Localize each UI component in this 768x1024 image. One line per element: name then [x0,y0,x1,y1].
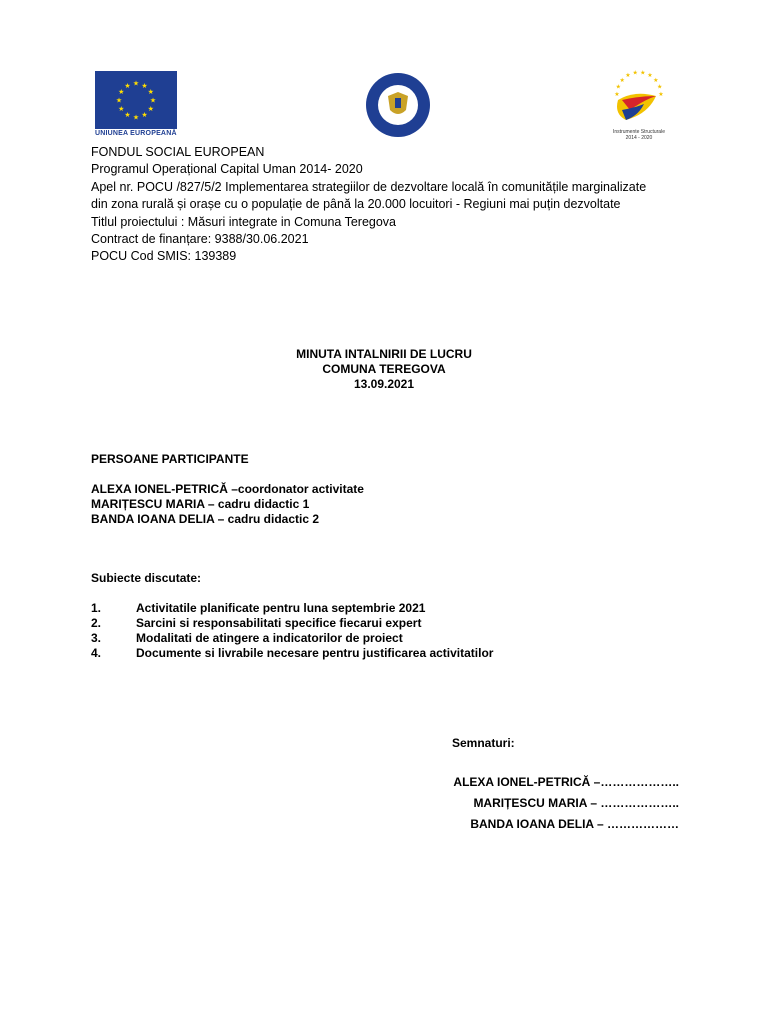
eu-flag-icon [95,71,177,129]
is-star-icon: ★ [658,92,664,98]
is-caption-1: Instrumente Structurale [613,129,665,135]
eu-star-icon: ★ [149,96,157,105]
eu-star-icon: ★ [147,105,154,113]
topic-text: Sarcini si responsabilitati specifice fiecarui expert [136,616,422,630]
document-title [0,347,768,392]
topic-number: 3. [91,631,102,645]
header-line-7: POCU Cod SMIS: 139389 [91,249,237,264]
is-star-icon: ★ [625,72,631,79]
topic-item [91,631,493,646]
is-star-icon: ★ [614,92,620,98]
eu-star-icon: ★ [115,96,123,105]
topic-text: Documente si livrabile necesare pentru justificarea activitatilor [136,646,494,660]
is-star-icon: ★ [656,84,663,91]
participants-heading: PERSOANE PARTICIPANTE [91,452,249,466]
eu-star-icon: ★ [141,111,148,120]
eu-star-icon: ★ [118,105,125,113]
header-line-3: Apel nr. POCU /827/5/2 Implementarea strategiilor de dezvoltare locală în comunitățile marginalizate [91,179,647,194]
signatures-heading: Semnaturi: [452,736,515,750]
participants-list [91,482,364,527]
eu-logo [95,71,177,139]
is-star-icon: ★ [640,70,646,77]
is-star-icon: ★ [632,70,638,77]
header-line-4: din zona rurală și orașe cu o populație de până la 20.000 locuitori - Regiuni mai puțin dezvoltate [91,197,621,212]
structural-instruments-logo [604,70,674,146]
topic-text: Modalitati de atingere a indicatorilor de proiect [136,631,403,645]
signature-line-3: BANDA IOANA DELIA – ……………… [470,817,679,831]
topic-number: 2. [91,616,102,630]
signatures-list [453,772,679,835]
is-star-icon: ★ [619,77,625,84]
topic-number: 1. [91,601,102,615]
title-line-1: MINUTA INTALNIRII DE LUCRU [296,347,472,361]
eu-star-icon: ★ [118,88,125,96]
topics-heading: Subiecte discutate: [91,571,202,585]
topic-item [91,616,493,631]
is-caption-2: 2014 - 2020 [625,135,653,141]
eu-star-icon: ★ [132,79,140,88]
topic-number: 4. [91,646,102,660]
eu-star-icon: ★ [147,88,154,96]
is-star-icon: ★ [615,84,622,91]
topic-item [91,601,493,616]
eu-star-icon: ★ [141,81,148,90]
eu-star-icon: ★ [124,111,131,120]
topic-item [91,646,493,661]
signature-line-1: ALEXA IONEL-PETRICĂ –……………….. [453,775,679,789]
participant-3: BANDA IOANA DELIA – cadru didactic 2 [91,512,320,526]
signature-line-2: MARIȚESCU MARIA – ……………….. [473,796,679,810]
is-star-icon: ★ [647,72,653,79]
eu-star-icon: ★ [132,113,140,122]
header-line-6: Contract de finanțare: 9388/30.06.2021 [91,232,309,247]
eu-star-icon: ★ [124,81,131,90]
header-line-2: Programul Operațional Capital Uman 2014- 2020 [91,162,363,177]
title-line-2: COMUNA TEREGOVA [322,362,446,376]
topics-list [91,601,493,661]
header-line-5: Titlul proiectului : Măsuri integrate in Comuna Teregova [91,214,397,229]
project-header [91,144,646,266]
participant-1: ALEXA IONEL-PETRICĂ –coordonator activitate [91,482,364,496]
header-line-1: FONDUL SOCIAL EUROPEAN [91,145,265,159]
government-logo [365,72,431,138]
topic-text: Activitatile planificate pentru luna septembrie 2021 [136,601,426,615]
title-date: 13.09.2021 [353,377,415,391]
is-star-icon: ★ [653,77,659,84]
eu-logo-caption: UNIUNEA EUROPEANĂ [95,130,177,137]
participant-2: MARIȚESCU MARIA – cadru didactic 1 [91,497,310,511]
